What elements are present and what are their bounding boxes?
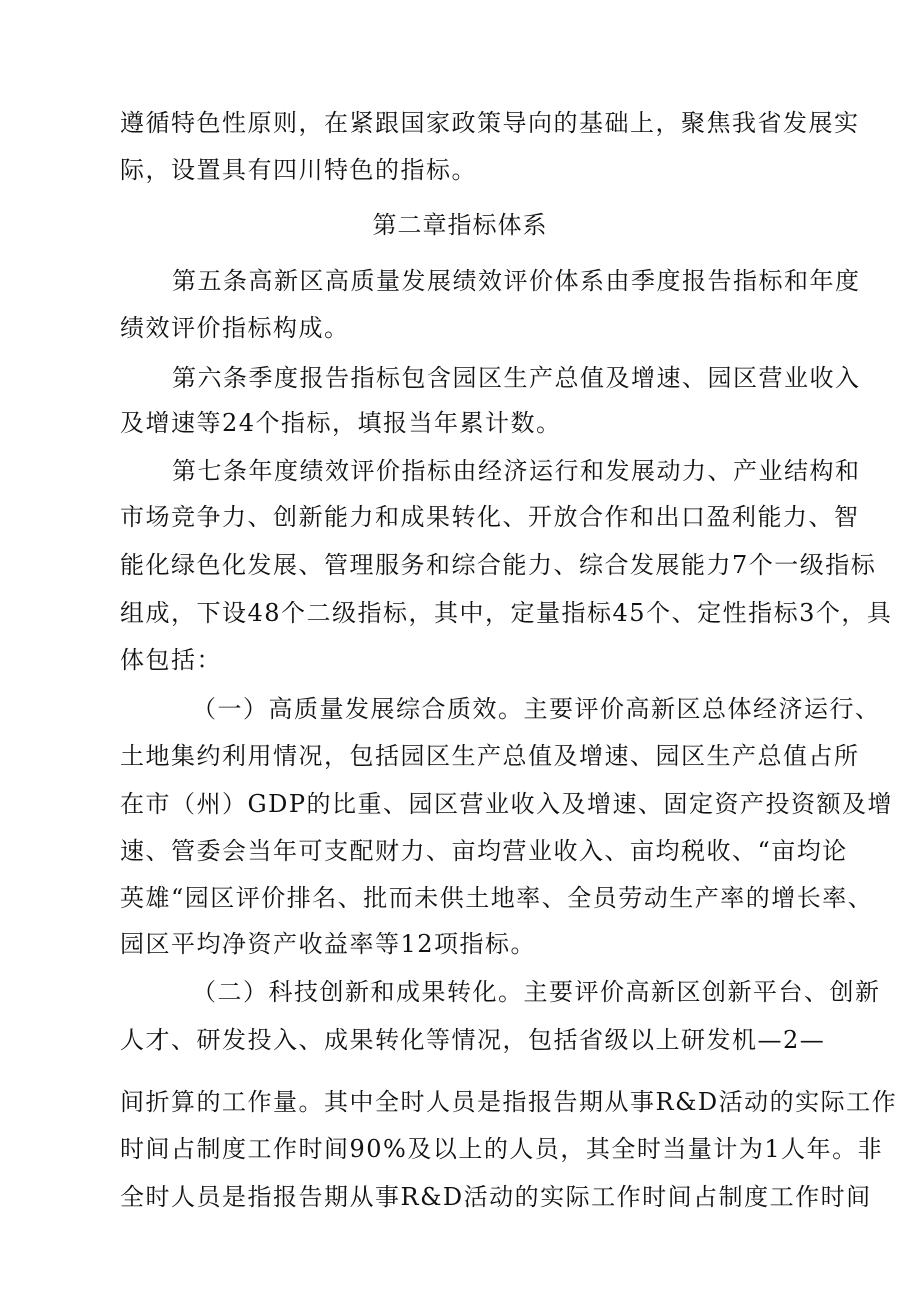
paragraph-line: （一）高质量发展综合质效。主要评价高新区总体经济运行、: [192, 695, 881, 723]
paragraph-line: 速、管委会当年可支配财力、亩均营业收入、亩均税收、“亩均论: [120, 837, 848, 865]
paragraph-line: 市场竞争力、创新能力和成果转化、开放合作和出口盈利能力、智: [120, 503, 860, 531]
paragraph-line: 体包括：: [120, 646, 222, 674]
paragraph-line: 及增速等24个指标，填报当年累计数。: [120, 409, 562, 437]
paragraph-line: 英雄“园区评价排名、批而未供土地率、全员劳动生产率的增长率、: [120, 884, 874, 912]
paragraph-line: 间折算的工作量。其中全时人员是指报告期从事R&D活动的实际工作: [120, 1088, 898, 1116]
chapter-heading: 第二章指标体系: [372, 211, 548, 239]
paragraph-line: 时间占制度工作时间90%及以上的人员，其全时当量计为1人年。非: [120, 1135, 884, 1163]
paragraph-line: 在市（州）GDP的比重、园区营业收入及增速、固定资产投资额及增: [120, 790, 894, 818]
paragraph-line: 园区平均净资产收益率等12项指标。: [120, 930, 537, 958]
paragraph-line: 土地集约利用情况，包括园区生产总值及增速、园区生产总值占所: [120, 742, 860, 770]
paragraph-line: 第五条高新区高质量发展绩效评价体系由季度报告指标和年度: [172, 267, 861, 295]
paragraph-line: 第七条年度绩效评价指标由经济运行和发展动力、产业结构和: [172, 457, 861, 485]
paragraph-line: 际，设置具有四川特色的指标。: [120, 156, 477, 184]
paragraph-line: 人才、研发投入、成果转化等情况，包括省级以上研发机—2—: [120, 1026, 826, 1054]
paragraph-line: 遵循特色性原则，在紧跟国家政策导向的基础上，聚焦我省发展实: [120, 109, 860, 137]
paragraph-line: 绩效评价指标构成。: [120, 314, 350, 342]
paragraph-line: 全时人员是指报告期从事R&D活动的实际工作时间占制度工作时间: [120, 1183, 872, 1211]
paragraph-line: 第六条季度报告指标包含园区生产总值及增速、园区营业收入: [172, 364, 861, 392]
paragraph-line: （二）科技创新和成果转化。主要评价高新区创新平台、创新: [192, 978, 881, 1006]
paragraph-line: 组成，下设48个二级指标，其中，定量指标45个、定性指标3个，具: [120, 599, 893, 627]
paragraph-line: 能化绿色化发展、管理服务和综合能力、综合发展能力7个一级指标: [120, 551, 877, 579]
